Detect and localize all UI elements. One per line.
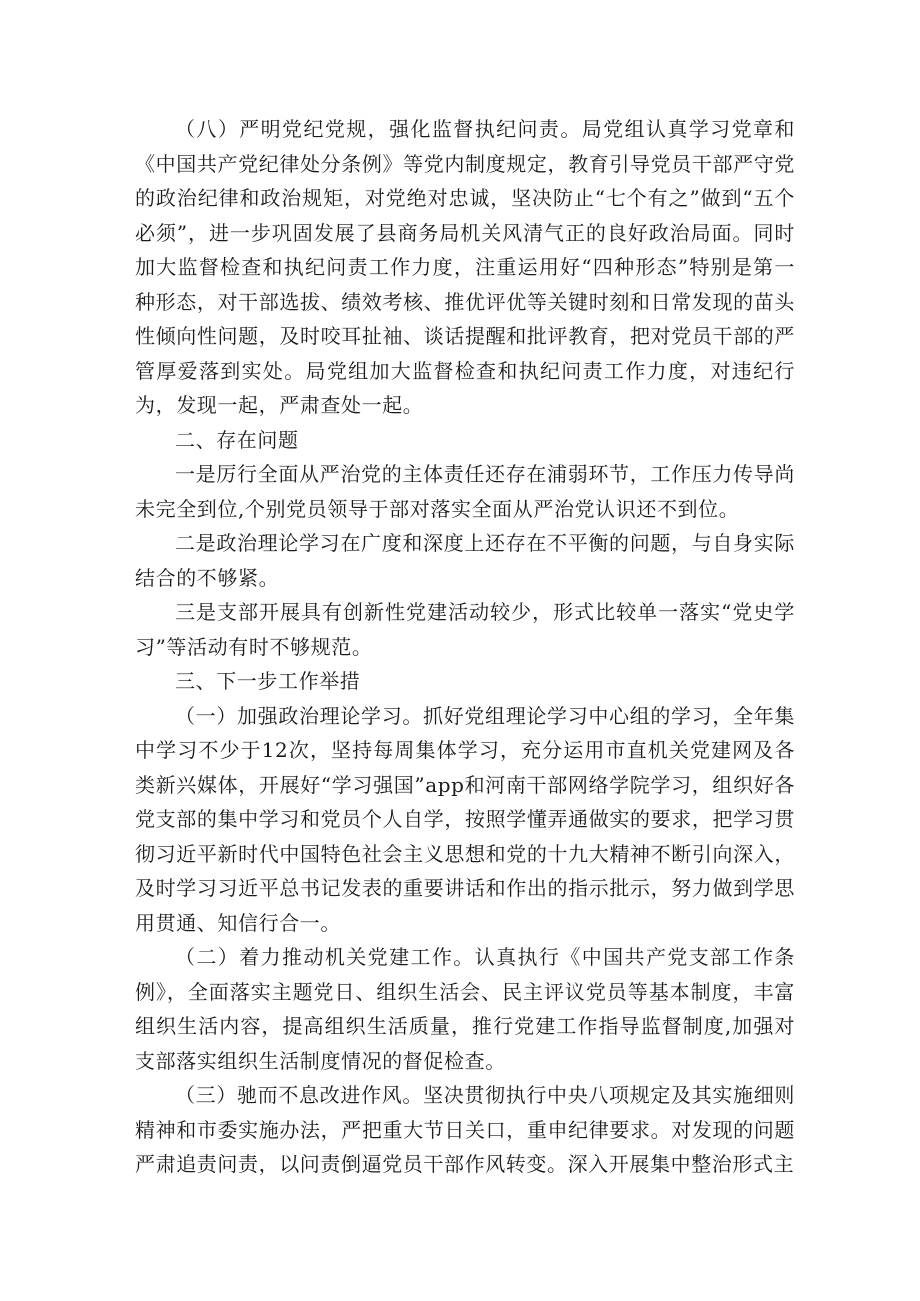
section-heading-measures: 三、下一步工作举措	[175, 669, 361, 693]
paragraph-discipline: （八）严明党纪党规，强化监督执纪问责。局党组认真学习党章和《中国共产党纪律处分条例》等党内制度规定，教育引导党员干部严守党的政治纪律和政治规矩，对党绝对忠诚，坚决防止“七个有之”做到“五个必须”，进一步巩固发展了县商务局机关风清气正的良好政治局面。同时加大监督检查和执纪问责工作力度，注重运用好“四种形态”特别是第一种形态，对干部选拔、绩效考核、推优评优等关键时刻和日常发现的苗头性倾向性问题，及时咬耳扯袖、谈话提醒和批评教育，把对党员干部的严管厚爱落到实处。局党组加大监督检查和执纪问责工作力度，对违纪行为，发现一起，严肃查处一起。	[135, 117, 795, 417]
paragraph-problem-1: 一是厉行全面从严治党的主体责任还存在浦弱环节，工作压力传导尚未完全到位,个别党员领导于部对落实全面从严治党认识还不到位。	[135, 462, 795, 521]
paragraph-problem-3: 三是支部开展具有创新性党建活动较少，形式比较单一落实“党史学习”等活动有时不够规范。	[135, 600, 795, 659]
document-body	[135, 112, 795, 1182]
paragraph-measure-2: （二）着力推动机关党建工作。认真执行《中国共产党支部工作条例》，全面落实主题党日、组织生活会、民主评议党员等基本制度，丰富组织生活内容，提高组织生活质量，推行党建工作指导监督制度,加强对支部落实组织生活制度情况的督促检查。	[135, 945, 795, 1073]
paragraph-problem-2: 二是政治理论学习在广度和深度上还存在不平衡的问题，与自身实际结合的不够紧。	[135, 531, 795, 590]
section-heading-problems: 二、存在问题	[175, 427, 299, 452]
paragraph-measure-3: （三）驰而不息改进作风。坚决贯彻执行中央八项规定及其实施细则精神和市委实施办法，严把重大节日关口，重申纪律要求。对发现的问题严肃追责问责，以问责倒逼党员干部作风转变。深入开展集中整治形式主	[135, 1083, 795, 1176]
paragraph-measure-1: （一）加强政治理论学习。抓好党组理论学习中心组的学习，全年集中学习不少于12次，坚持每周集体学习，充分运用市直机关党建网及各类新兴媒体，开展好“学习强国”app和河南干部网络学院学习，组织好各党支部的集中学习和党员个人自学，按照学懂弄通做实的要求，把学习贯彻习近平新时代中国特色社会主义思想和党的十九大精神不断引向深入，及时学习习近平总书记发表的重要讲话和作出的指示批示，努力做到学思用贯通、知信行合一。	[135, 703, 795, 935]
